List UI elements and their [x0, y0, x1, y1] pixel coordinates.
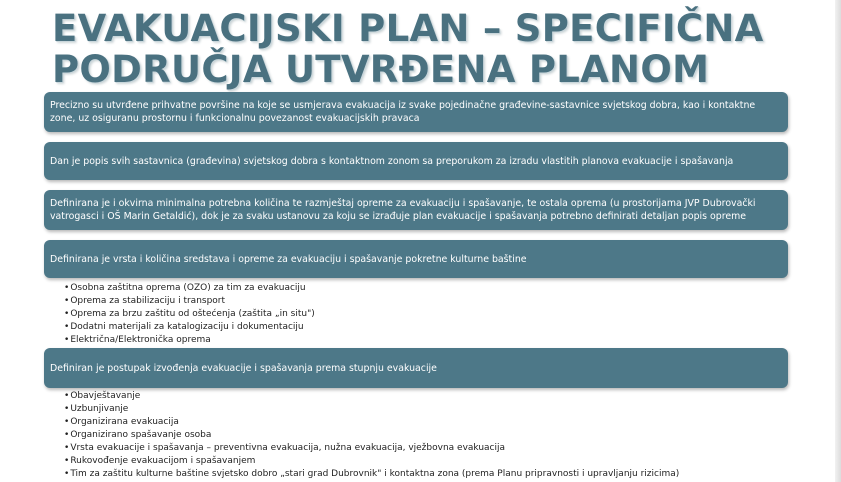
list-item: • Električna/Elektronička oprema [64, 334, 315, 347]
list-item: • Oprema za stabilizaciju i transport [64, 295, 315, 308]
info-bar-text: Definirana je vrsta i količina sredstava i opreme za evakuaciju i spašavanje pokretne kulturne baštine [50, 253, 527, 265]
info-bar-text: Definiran je postupak izvođenja evakuacije i spašavanja prema stupnju evakuacije [50, 362, 437, 374]
info-bar-text: Dan je popis svih sastavnica (građevina) svjetskog dobra s kontaktnom zonom sa preporukom za izradu vlastitih planova evakuacije i spašavanja [50, 155, 734, 167]
list-item: • Organizirana evakuacija [64, 416, 679, 429]
list-item: • Osobna zaštitna oprema (OZO) za tim za evakuaciju [64, 282, 315, 295]
info-bar-reception-areas [44, 92, 788, 132]
info-bar-text: Definirana je i okvirna minimalna potrebna količina te razmještaj opreme za evakuaciju i spašavanje, te ostala oprema (u prostorijama JVP Dubrovački vatrogasci i OŠ Marin Getaldić), dok je za svaku ustanovu za koju se izrađuje plan evakuacije i spašavanja potrebno definirati detaljan popis opreme [50, 198, 756, 222]
list-item: • Tim za zaštitu kulturne baštine svjetsko dobro „stari grad Dubrovnik" i kontaktna zona (prema Planu pripravnosti i upravljanju rizicima) [64, 468, 679, 481]
list-item: • Rukovođenje evakuacijom i spašavanjem [64, 455, 679, 468]
info-bar-equipment-quantity [44, 190, 788, 230]
slide-edge [835, 0, 841, 482]
procedure-list [64, 390, 679, 481]
title-line-1: EVAKUACIJSKI PLAN – SPECIFIČNA [52, 7, 764, 50]
info-bar-procedure [44, 348, 788, 388]
info-bar-movable-heritage [44, 240, 788, 278]
info-bar-components-list [44, 142, 788, 180]
list-item: • Organizirano spašavanje osoba [64, 429, 679, 442]
list-item: • Oprema za brzu zaštitu od oštećenja (zaštita „in situ") [64, 308, 315, 321]
equipment-list [64, 282, 315, 347]
list-item: • Uzbunjivanje [64, 403, 679, 416]
title-line-2: PODRUČJA UTVRĐENA PLANOM [52, 48, 710, 91]
list-item: • Vrsta evakuacije i spašavanja – preventivna evakuacija, nužna evakuacija, vježbovna evakuacija [64, 442, 679, 455]
info-bar-text: Precizno su utvrđene prihvatne površine na koje se usmjerava evakuacija iz svake pojedinačne građevine-sastavnice svjetskog dobra, kao i kontaktne zone, uz osiguranu prostornu i funkcionalnu povezanost evakuacijskih pravaca [50, 100, 756, 124]
page-title [52, 8, 812, 90]
list-item: • Dodatni materijali za katalogizaciju i dokumentaciju [64, 321, 315, 334]
list-item: • Obavještavanje [64, 390, 679, 403]
